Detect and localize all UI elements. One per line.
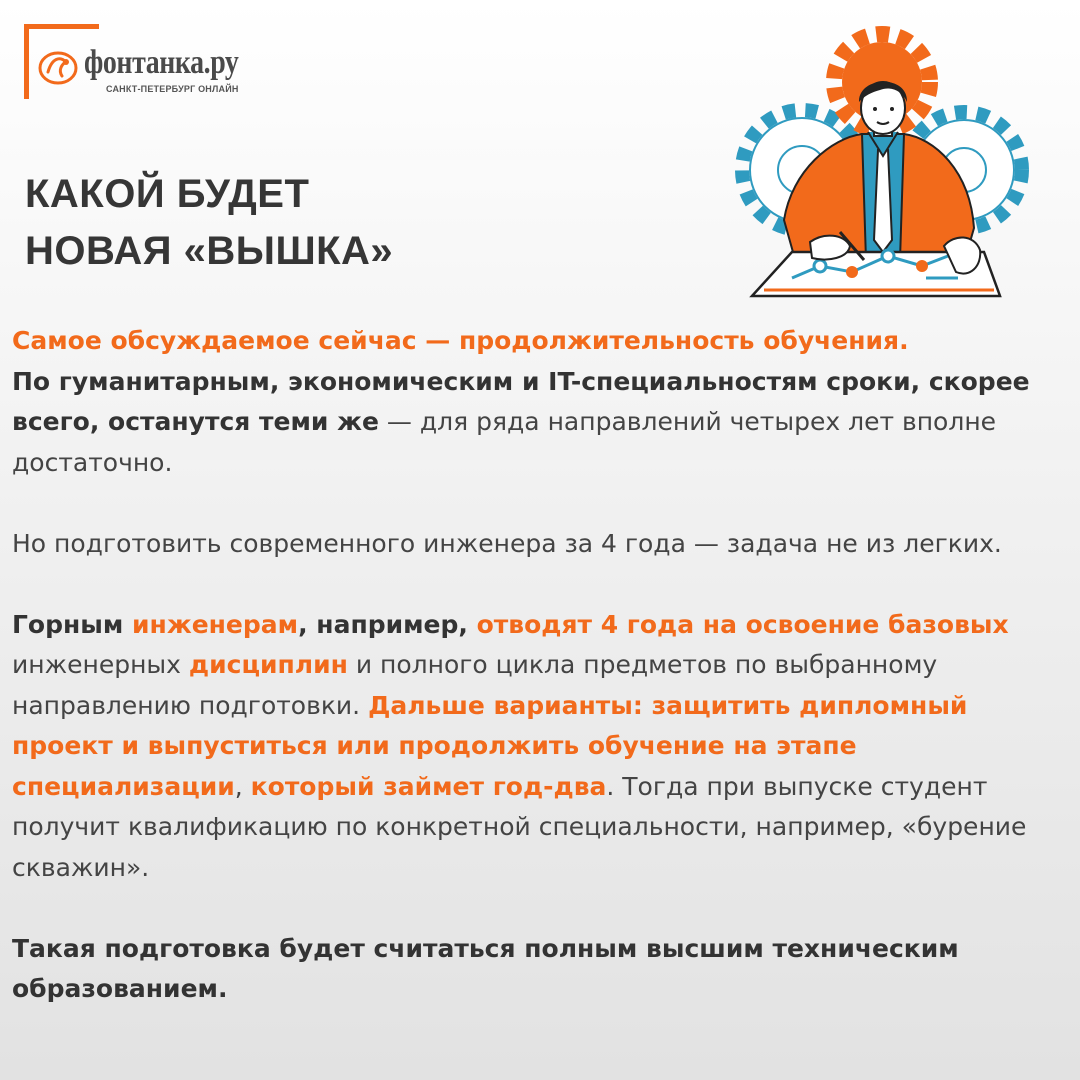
paragraph-3-segment: Горным — [12, 609, 133, 639]
paragraph-3-segment: инженерам — [132, 609, 299, 639]
paragraph-2 — [12, 524, 1072, 565]
paragraph-3-segment: , — [234, 771, 251, 801]
paragraph-1-segment: По гуманитарным, экономическим и IT-специальностям сроки, скорее всего, останутся теми же — [12, 366, 1030, 436]
paragraph-3-segment: Дальше варианты: защитить дипломный проект и выпуститься или продолжить обучение на этапе специализации — [12, 690, 968, 801]
paragraph-3-segment: инженерных — [12, 650, 189, 679]
paragraph-4 — [12, 929, 1072, 1010]
page-title — [25, 166, 393, 280]
paragraph-2-segment: Но подготовить современного инженера за 4 года — задача не из легких. — [12, 528, 1002, 558]
article-body — [12, 321, 1072, 1010]
fontanka-logo[interactable] — [24, 24, 264, 98]
paragraph-3-segment: дисциплин — [188, 650, 348, 679]
paragraph-1-segment: — для ряда направлений четырех лет вполне достаточно. — [12, 407, 997, 477]
paragraph-3-segment: отводят 4 года на освоение базовых — [476, 609, 1009, 639]
paragraph-3-segment: и полного цикла предметов по выбранному направлению подготовки. — [12, 650, 938, 720]
paragraph-3-segment: , например, — [298, 609, 477, 639]
paragraph-3-segment: который займет год-два — [250, 771, 607, 801]
paragraph-4-segment: Такая подготовка будет считаться полным высшим техническим образованием. — [12, 933, 959, 1003]
logo-emblem-icon — [36, 48, 80, 88]
logo-name: фонтанка.ру — [84, 44, 239, 81]
paragraph-1-segment: Самое обсуждаемое сейчас — продолжительность обучения. — [12, 326, 909, 355]
paragraph-3-segment: . Тогда при выпуске студент получит квалификацию по конкретной специальности, например, «бурение скважин». — [12, 771, 1027, 882]
paragraph-1 — [12, 321, 1072, 483]
paragraph-3 — [12, 605, 1072, 889]
title-line-1: КАКОЙ БУДЕТ — [25, 172, 310, 216]
engineer-illustration — [712, 20, 1042, 310]
logo-subtitle: САНКТ-ПЕТЕРБУРГ ОНЛАЙН — [106, 84, 239, 94]
title-line-2: НОВАЯ «ВЫШКА» — [25, 229, 394, 273]
